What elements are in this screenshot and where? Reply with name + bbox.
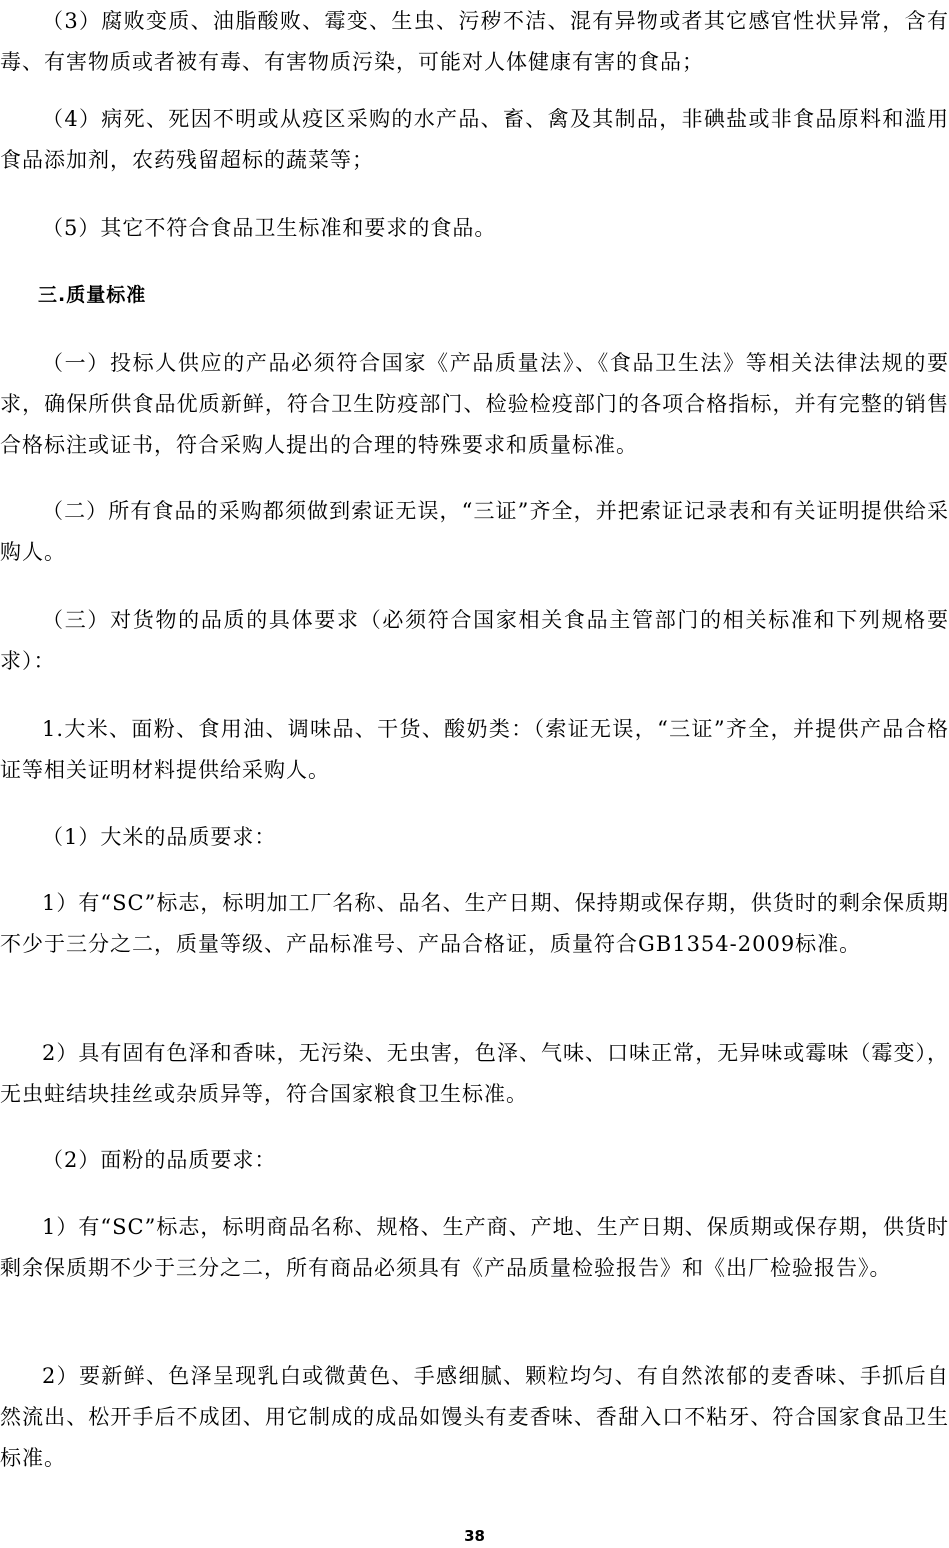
page-number: 38 <box>464 1527 485 1545</box>
paragraph-rice-quality-title: （1）大米的品质要求： <box>42 825 277 849</box>
paragraph-diseased-products: （4）病死、死因不明或从疫区采购的水产品、畜、禽及其制品，非碘盐或非食品原料和滥用食品添加剂，农药残留超标的蔬菜等； <box>0 107 949 172</box>
paragraph-rice-requirement-1: 1）有“SC”标志，标明加工厂名称、品名、生产日期、保持期或保存期，供货时的剩余保质期不少于三分之二，质量等级、产品标准号、产品合格证，质量符合GB1354-2009标准。 <box>0 891 949 956</box>
paragraph-other-nonconforming: （5）其它不符合食品卫生标准和要求的食品。 <box>42 216 497 240</box>
paragraph-flour-requirement-1: 1）有“SC”标志，标明商品名称、规格、生产商、产地、生产日期、保质期或保存期，供货时剩余保质期不少于三分之二，所有商品必须具有《产品质量检验报告》和《出厂检验报告》。 <box>0 1215 949 1280</box>
paragraph-standard-1: （一）投标人供应的产品必须符合国家《产品质量法》、《食品卫生法》等相关法律法规的要求，确保所供食品优质新鲜，符合卫生防疫部门、检验检疫部门的各项合格指标，并有完整的销售合格标注或证书，符合采购人提出的合理的特殊要求和质量标准。 <box>0 351 949 457</box>
paragraph-standard-2: （二）所有食品的采购都须做到索证无误，“三证”齐全，并把索证记录表和有关证明提供给采购人。 <box>0 499 949 564</box>
paragraph-rice-requirement-2: 2）具有固有色泽和香味，无污染、无虫害，色泽、气味、口味正常，无异味或霉味（霉变），无虫蛀结块挂丝或杂质异等，符合国家粮食卫生标准。 <box>0 1041 949 1106</box>
paragraph-standard-3: （三）对货物的品质的具体要求（必须符合国家相关食品主管部门的相关标准和下列规格要求）： <box>0 608 949 673</box>
paragraph-spoiled-food: （3）腐败变质、油脂酸败、霉变、生虫、污秽不洁、混有异物或者其它感官性状异常，含有毒、有害物质或者被有毒、有害物质污染，可能对人体健康有害的食品； <box>0 9 949 74</box>
paragraph-flour-requirement-2: 2）要新鲜、色泽呈现乳白或微黄色、手感细腻、颗粒均匀、有自然浓郁的麦香味、手抓后自然流出、松开手后不成团、用它制成的成品如馒头有麦香味、香甜入口不粘牙、符合国家食品卫生标准。 <box>0 1364 949 1470</box>
paragraph-item-rice-flour-oil: 1.大米、面粉、食用油、调味品、干货、酸奶类：（索证无误，“三证”齐全，并提供产品合格证等相关证明材料提供给采购人。 <box>0 717 949 782</box>
section-heading-quality-standard: 三.质量标准 <box>38 284 147 306</box>
paragraph-flour-quality-title: （2）面粉的品质要求： <box>42 1148 277 1172</box>
